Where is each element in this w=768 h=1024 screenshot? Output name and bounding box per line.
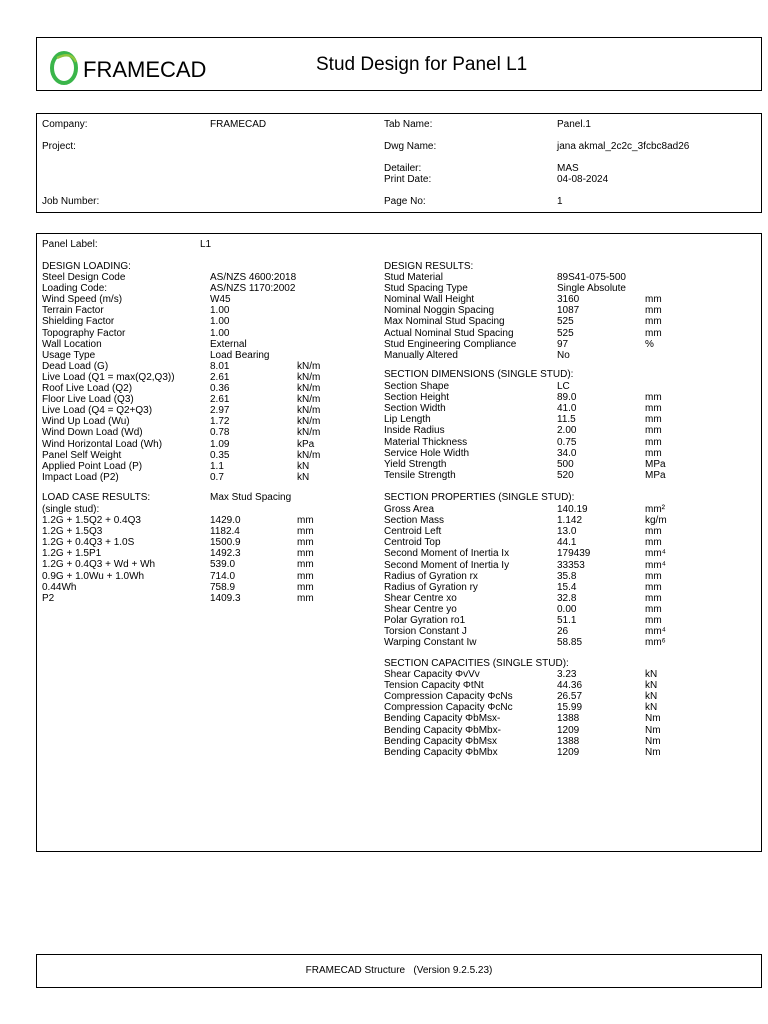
row-label: Lip Length: [384, 414, 431, 426]
row-unit: mm: [297, 581, 314, 593]
header-box: [36, 37, 762, 91]
row-value: 41.0: [557, 403, 577, 415]
row-value: 0.36: [210, 383, 230, 394]
row-label: Max Nominal Stud Spacing: [384, 316, 505, 328]
row-value: Load Bearing: [210, 349, 270, 361]
row-unit: MPa: [645, 469, 666, 481]
row-unit: %: [645, 338, 654, 350]
row-value: 1209: [557, 724, 580, 736]
row-value: 0.35: [210, 449, 230, 461]
row-value: 58.85: [557, 637, 583, 649]
row-unit: mm: [645, 305, 662, 317]
row-unit: kN: [645, 691, 658, 703]
page-no-value: 1: [557, 196, 563, 207]
footer-box: [36, 954, 762, 988]
row-value: 2.97: [210, 405, 230, 417]
row-label: Gross Area: [384, 504, 435, 515]
row-value: 1409.3: [210, 592, 241, 604]
row-value: No: [557, 349, 570, 361]
row-unit: mm: [297, 592, 314, 604]
row-unit: mm: [645, 403, 662, 415]
load-case-results-column-heading: Max Stud Spacing: [210, 492, 292, 503]
row-value: AS/NZS 1170:2002: [210, 283, 296, 295]
row-value: 35.8: [557, 570, 577, 582]
row-value: 525: [557, 327, 574, 339]
row-label: Wind Speed (m/s): [42, 294, 123, 306]
row-label: Wind Down Load (Wd): [42, 427, 143, 439]
panel-label: Panel Label:: [42, 239, 98, 250]
company-value: FRAMECAD: [210, 119, 267, 130]
row-unit: Nm: [645, 746, 661, 758]
row-value: 26.57: [557, 691, 583, 703]
load-case-results-heading: LOAD CASE RESULTS:: [42, 492, 151, 503]
row-unit: Nm: [645, 735, 661, 747]
row-label: Actual Nominal Stud Spacing: [384, 327, 514, 339]
row-label: Second Moment of Inertia Ix: [384, 548, 510, 560]
row-label: Tensile Strength: [384, 469, 456, 481]
panel-label-value: L1: [200, 239, 212, 250]
footer-version-text: FRAMECAD Structure (Version 9.2.5.23): [305, 965, 493, 976]
row-value: Single Absolute: [557, 283, 626, 295]
row-unit: kg/m: [645, 515, 667, 527]
section-capacities-heading: SECTION CAPACITIES (SINGLE STUD):: [384, 658, 569, 669]
row-value: 140.19: [557, 504, 588, 515]
row-unit: mm⁴: [645, 559, 666, 571]
tab-name-label: Tab Name:: [384, 119, 433, 130]
row-value: 500: [557, 458, 574, 470]
row-unit: mm: [645, 615, 662, 626]
row-label: Section Mass: [384, 515, 445, 527]
row-value: 1.00: [210, 316, 230, 328]
row-unit: MPa: [645, 458, 666, 470]
row-unit: mm: [297, 570, 314, 582]
row-unit: kN/m: [297, 427, 321, 439]
row-unit: mm: [645, 581, 662, 593]
row-value: 2.00: [557, 425, 577, 437]
project-label: Project:: [42, 141, 76, 152]
row-value: 34.0: [557, 447, 577, 459]
row-unit: mm⁶: [645, 637, 666, 649]
row-value: W45: [210, 294, 231, 306]
row-label: Torsion Constant J: [384, 626, 467, 638]
load-case-results-subheading: (single stud):: [42, 504, 100, 515]
company-label: Company:: [42, 119, 88, 130]
row-label: Loading Code:: [42, 283, 108, 295]
row-label: Terrain Factor: [42, 305, 104, 317]
row-label: Section Height: [384, 392, 450, 404]
row-value: 1087: [557, 305, 580, 317]
row-label: Radius of Gyration rx: [384, 570, 478, 582]
row-label: Wind Up Load (Wu): [42, 416, 130, 428]
row-unit: mm: [645, 603, 662, 615]
row-value: 1500.9: [210, 537, 241, 549]
row-label: Stud Spacing Type: [384, 283, 468, 295]
row-value: 1.00: [210, 327, 230, 339]
row-label: Shear Centre xo: [384, 592, 457, 604]
row-label: Bending Capacity ΦbMbx: [384, 746, 498, 758]
section-properties-heading: SECTION PROPERTIES (SINGLE STUD):: [384, 492, 575, 503]
row-value: 179439: [557, 548, 591, 560]
print-date-label: Print Date:: [384, 174, 432, 185]
row-label: Impact Load (P2): [42, 471, 119, 483]
row-label: Shielding Factor: [42, 316, 115, 328]
row-unit: mm: [645, 526, 662, 538]
row-label: Stud Material: [384, 272, 443, 283]
row-unit: mm⁴: [645, 548, 666, 560]
row-label: Centroid Left: [384, 526, 442, 538]
row-label: Material Thickness: [384, 436, 468, 448]
row-value: 714.0: [210, 570, 236, 582]
row-unit: mm: [297, 526, 314, 538]
row-unit: mm: [645, 592, 662, 604]
design-results-heading: DESIGN RESULTS:: [384, 261, 474, 272]
row-unit: mm: [645, 436, 662, 448]
row-value: 1388: [557, 735, 580, 747]
row-label: Dead Load (G): [42, 360, 109, 372]
row-label: 1.2G + 1.5Q3: [42, 526, 103, 538]
section-dimensions-heading: SECTION DIMENSIONS (SINGLE STUD):: [384, 369, 574, 380]
row-unit: mm: [645, 447, 662, 459]
row-label: Wind Horizontal Load (Wh): [42, 438, 163, 450]
tab-name-value: Panel.1: [557, 119, 591, 130]
design-loading-heading: DESIGN LOADING:: [42, 261, 131, 272]
row-label: Second Moment of Inertia Iy: [384, 559, 510, 571]
row-unit: kN/m: [297, 416, 321, 428]
page-no-label: Page No:: [384, 196, 426, 207]
row-label: Section Width: [384, 403, 446, 415]
row-value: 3160: [557, 294, 580, 306]
row-value: 539.0: [210, 559, 236, 571]
logo-text: FRAMECAD: [83, 57, 207, 82]
row-value: External: [210, 338, 247, 350]
row-label: 1.2G + 0.4Q3 + 1.0S: [42, 537, 135, 549]
row-label: Usage Type: [42, 349, 96, 361]
row-unit: mm: [297, 548, 314, 560]
row-label: Compression Capacity ΦcNs: [384, 691, 513, 703]
row-value: 15.99: [557, 702, 583, 714]
project-info-box: [36, 113, 762, 213]
row-label: Live Load (Q1 = max(Q2,Q3)): [42, 371, 175, 383]
row-value: 32.8: [557, 592, 577, 604]
row-label: Live Load (Q4 = Q2+Q3): [42, 405, 153, 417]
row-unit: kPa: [297, 438, 315, 450]
row-label: Roof Live Load (Q2): [42, 383, 133, 394]
row-label: Steel Design Code: [42, 272, 126, 283]
row-unit: mm: [645, 294, 662, 306]
row-value: 0.00: [557, 603, 577, 615]
row-label: Radius of Gyration ry: [384, 581, 478, 593]
job-number-label: Job Number:: [42, 196, 100, 207]
row-label: Yield Strength: [384, 458, 447, 470]
row-value: 0.78: [210, 427, 230, 439]
row-value: 1.72: [210, 416, 230, 428]
row-value: 15.4: [557, 581, 577, 593]
row-value: 3.23: [557, 669, 577, 680]
row-unit: kN/m: [297, 360, 321, 372]
row-value: 2.61: [210, 394, 230, 406]
row-unit: mm: [645, 316, 662, 328]
row-label: Panel Self Weight: [42, 449, 122, 461]
row-value: 44.1: [557, 537, 577, 549]
row-unit: mm: [645, 425, 662, 437]
row-unit: mm: [645, 414, 662, 426]
row-label: Shear Centre yo: [384, 603, 457, 615]
framecad-logo: [47, 50, 237, 86]
row-value: 1.1: [210, 460, 224, 472]
row-value: 1.142: [557, 515, 583, 527]
row-value: 1.09: [210, 438, 230, 450]
row-label: Bending Capacity ΦbMbx-: [384, 724, 501, 736]
row-label: Compression Capacity ΦcNc: [384, 702, 513, 714]
row-value: AS/NZS 4600:2018: [210, 272, 297, 283]
row-unit: mm: [645, 570, 662, 582]
row-value: 1388: [557, 713, 580, 725]
row-unit: kN: [297, 460, 310, 472]
row-label: 1.2G + 1.5P1: [42, 548, 102, 560]
row-unit: kN: [297, 471, 310, 483]
row-label: Topography Factor: [42, 327, 126, 339]
detailer-value: MAS: [557, 163, 579, 174]
row-label: Service Hole Width: [384, 447, 470, 459]
row-value: 0.7: [210, 471, 224, 483]
row-value: LC: [557, 381, 570, 392]
row-label: Bending Capacity ΦbMsx-: [384, 713, 501, 725]
row-value: 1182.4: [210, 526, 240, 538]
row-value: 0.75: [557, 436, 577, 448]
row-unit: mm: [645, 392, 662, 404]
row-value: 8.01: [210, 360, 230, 372]
row-value: 520: [557, 469, 574, 481]
row-unit: Nm: [645, 724, 661, 736]
row-label: Section Shape: [384, 381, 450, 392]
row-unit: mm: [297, 515, 314, 526]
row-value: 1429.0: [210, 515, 241, 526]
row-label: Wall Location: [42, 338, 102, 350]
row-label: Manually Altered: [384, 349, 458, 361]
row-unit: mm: [297, 559, 314, 571]
row-label: 0.9G + 1.0Wu + 1.0Wh: [42, 570, 145, 582]
page-title: Stud Design for Panel L1: [316, 54, 528, 75]
row-label: 1.2G + 0.4Q3 + Wd + Wh: [42, 559, 156, 571]
row-value: 44.36: [557, 680, 583, 692]
row-value: 26: [557, 626, 569, 638]
row-unit: kN/m: [297, 394, 321, 406]
dwg-name-value: jana akmal_2c2c_3fcbc8ad26: [557, 141, 690, 152]
row-label: Centroid Top: [384, 537, 441, 549]
row-label: Stud Engineering Compliance: [384, 338, 517, 350]
row-value: 2.61: [210, 371, 230, 383]
row-unit: mm: [645, 537, 662, 549]
row-value: 89S41-075-500: [557, 272, 626, 283]
row-label: Nominal Noggin Spacing: [384, 305, 495, 317]
row-label: Bending Capacity ΦbMsx: [384, 735, 498, 747]
row-unit: mm: [645, 327, 662, 339]
row-value: 97: [557, 338, 569, 350]
row-unit: kN: [645, 669, 658, 680]
row-label: Inside Radius: [384, 425, 445, 437]
row-label: Tension Capacity ΦtNt: [384, 680, 484, 692]
row-value: 51.1: [557, 615, 577, 626]
row-unit: mm⁴: [645, 626, 666, 638]
row-unit: mm: [297, 537, 314, 549]
row-label: Warping Constant Iw: [384, 637, 477, 649]
row-value: 1.00: [210, 305, 230, 317]
row-unit: kN/m: [297, 371, 321, 383]
row-value: 1209: [557, 746, 580, 758]
dwg-name-label: Dwg Name:: [384, 141, 437, 152]
row-label: Shear Capacity ΦvVv: [384, 669, 480, 680]
row-label: Floor Live Load (Q3): [42, 394, 134, 406]
row-value: 758.9: [210, 581, 236, 593]
row-value: 33353: [557, 559, 585, 571]
row-value: 11.5: [557, 414, 576, 426]
row-value: 89.0: [557, 392, 577, 404]
row-label: Polar Gyration ro1: [384, 615, 466, 626]
row-unit: mm²: [645, 504, 665, 515]
row-unit: kN: [645, 702, 658, 714]
detailer-label: Detailer:: [384, 163, 422, 174]
row-unit: kN/m: [297, 449, 321, 461]
row-label: 1.2G + 1.5Q2 + 0.4Q3: [42, 515, 141, 526]
row-unit: kN/m: [297, 383, 321, 394]
row-unit: Nm: [645, 713, 661, 725]
row-label: Nominal Wall Height: [384, 294, 475, 306]
row-label: 0.44Wh: [42, 581, 77, 593]
row-label: Applied Point Load (P): [42, 460, 143, 472]
row-value: 525: [557, 316, 574, 328]
row-value: 1492.3: [210, 548, 241, 560]
print-date-value: 04-08-2024: [557, 174, 609, 185]
stud-design-box: [36, 233, 762, 852]
row-unit: kN/m: [297, 405, 321, 417]
row-value: 13.0: [557, 526, 577, 538]
row-unit: kN: [645, 680, 658, 692]
row-label: P2: [42, 592, 55, 604]
